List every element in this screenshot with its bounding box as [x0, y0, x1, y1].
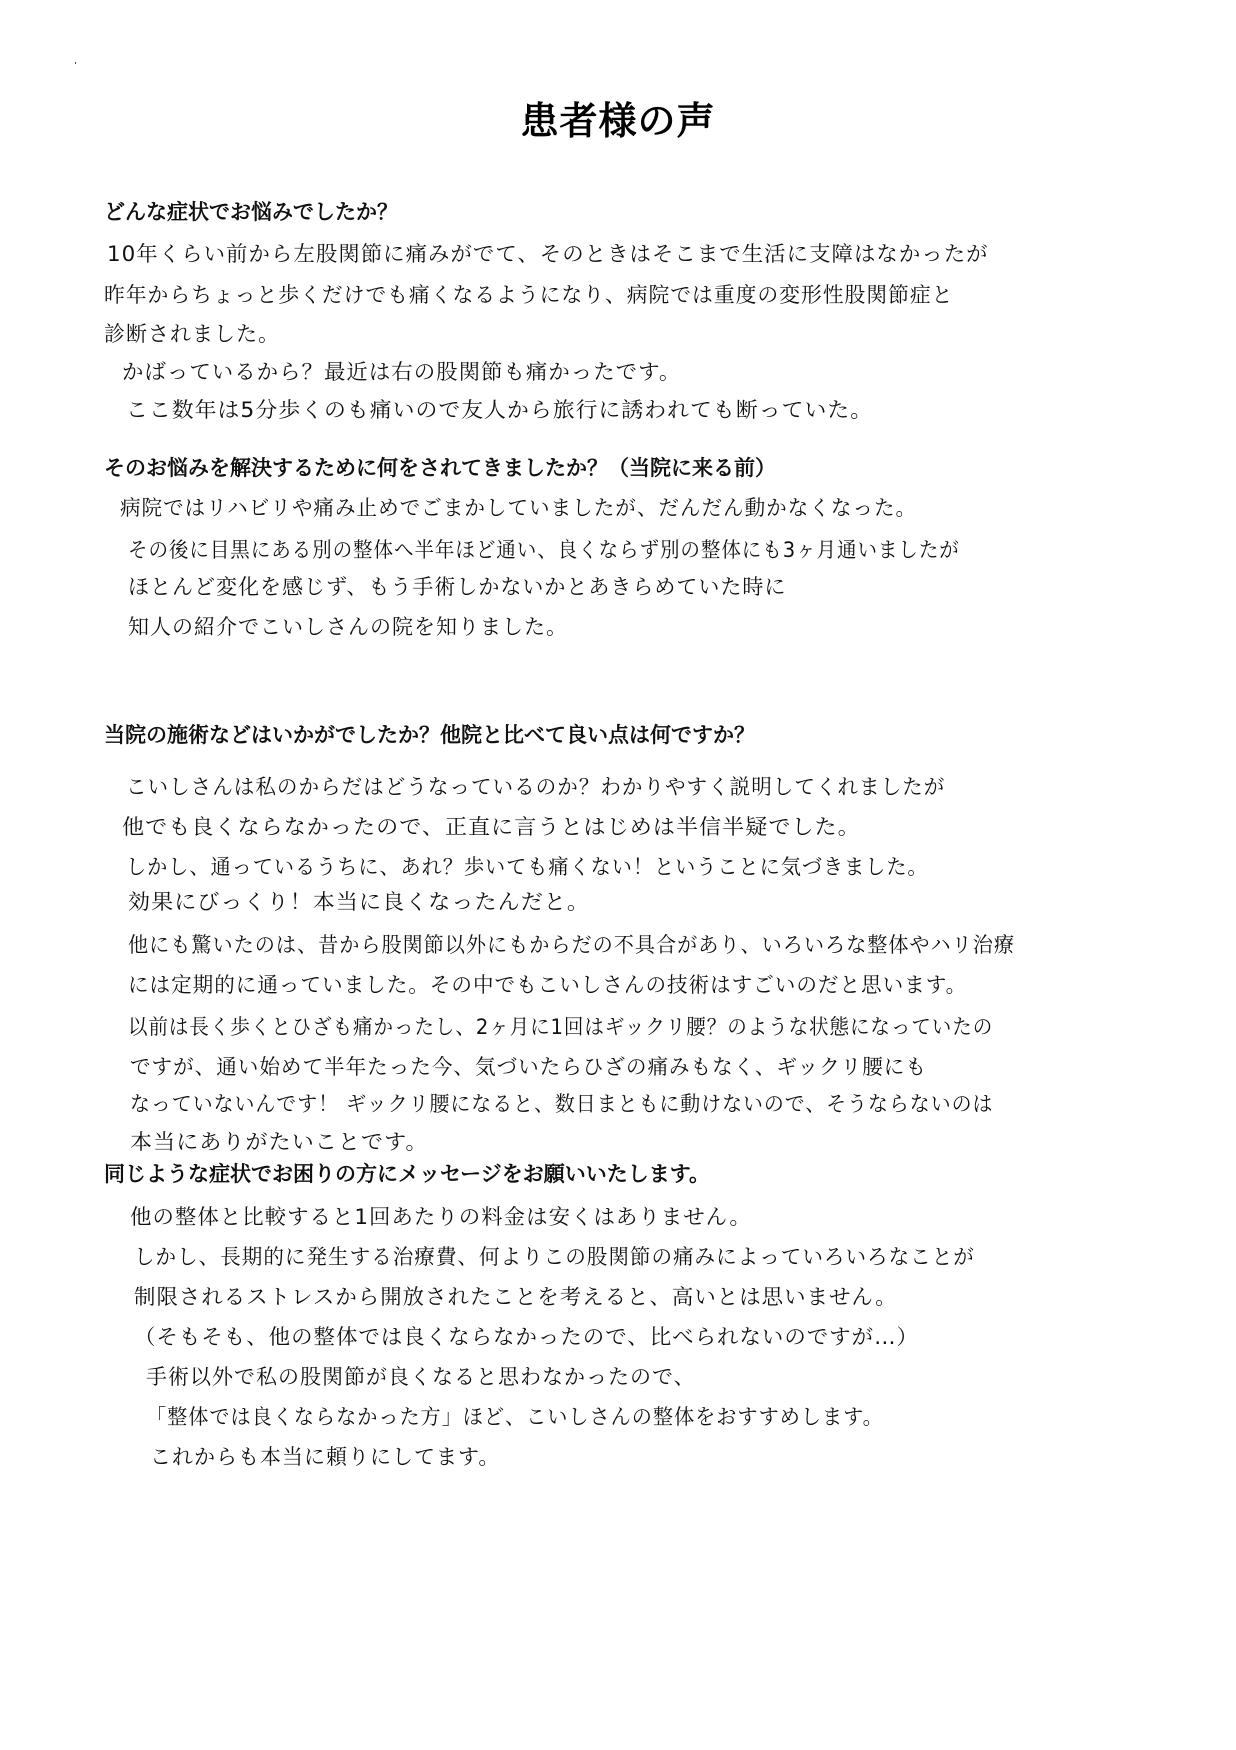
answer-line: 他の整体と比較すると1回あたりの料金は安くはありません。 [130, 1205, 752, 1229]
answer-line: かばっているから？最近は右の股関節も痛かったです。 [122, 360, 682, 384]
answer-line: 知人の紹介でこいしさんの院を知りました。 [128, 615, 568, 639]
answer-line: 「整体では良くならなかった方」ほど、こいしさんの整体をおすすめします。 [146, 1405, 884, 1429]
answer-line: 昨年からちょっと歩くだけでも痛くなるようになり、病院では重度の変形性股関節症と [104, 283, 954, 307]
page-title: 患者様の声 [520, 99, 716, 143]
question-treatment-evaluation: 当院の施術などはいかがでしたか？他院と比べて良い点は何ですか？ [104, 723, 755, 747]
answer-line: しかし、通っているうちに、あれ？歩いても痛くない！ということに気づきました。 [126, 855, 929, 879]
answer-line: 他にも驚いたのは、昔から股関節以外にもからだの不具合があり、いろいろな整体やハリ治療 [128, 933, 1016, 957]
answer-line: 制限されるストレスから開放されたことを考えると、高いとは思いません。 [134, 1285, 898, 1309]
answer-line: 効果にびっくり！本当に良くなったんだと。 [128, 890, 590, 914]
answer-line: その後に目黒にある別の整体へ半年ほど通い、良くならず別の整体にも3ヶ月通いましたが [128, 538, 960, 562]
answer-line: これからも本当に頼りにしてます。 [150, 1445, 501, 1469]
answer-line: 診断されました。 [104, 322, 280, 346]
answer-line: ここ数年は5分歩くのも痛いので友人から旅行に誘われても断っていた。 [126, 398, 874, 422]
answer-line: ほとんど変化を感じず、もう手術しかないかとあきらめていた時に [128, 575, 787, 599]
answer-line: 10年くらい前から左股関節に痛みがでて、そのときはそこまで生活に支障はなかったが [107, 242, 989, 266]
answer-line: こいしさんは私のからだはどうなっているのか？わかりやすく説明してくれましたが [126, 775, 946, 799]
answer-line: 本当にありがたいことです。 [130, 1130, 429, 1154]
answer-line: 病院ではリハビリや痛み止めでごまかしていましたが、だんだん動かなくなった。 [120, 496, 918, 520]
answer-line: 他でも良くならなかったので、正直に言うとはじめは半信半疑でした。 [122, 815, 861, 839]
question-symptoms: どんな症状でお悩みでしたか？ [104, 200, 398, 224]
question-message: 同じような症状でお困りの方にメッセージをお願いいたします。 [104, 1162, 711, 1186]
answer-line: には定期的に通っていました。その中でもこいしさんの技術はすごいのだと思います。 [128, 973, 968, 997]
answer-line: ですが、通い始めて半年たった今、気づいたらひざの痛みもなく、ギックリ腰にも [130, 1055, 927, 1079]
question-previous-treatment: そのお悩みを解決するために何をされてきましたか？（当院に来る前） [104, 456, 776, 480]
answer-line: 手術以外で私の股関節が良くなると思わなかったので、 [146, 1365, 696, 1389]
answer-line: 以前は長く歩くとひざも痛かったし、2ヶ月に1回はギックリ腰？のような状態になっていたの [128, 1015, 994, 1039]
scan-speck [75, 62, 76, 64]
answer-line: なっていないんです！ ギックリ腰になると、数日まともに動けないので、そうならないのは [130, 1092, 994, 1116]
answer-line: （そもそも、他の整体では良くならなかったので、比べられないのですが…） [134, 1325, 919, 1349]
answer-line: しかし、長期的に発生する治療費、何よりこの股関節の痛みによっていろいろなことが [134, 1245, 975, 1269]
